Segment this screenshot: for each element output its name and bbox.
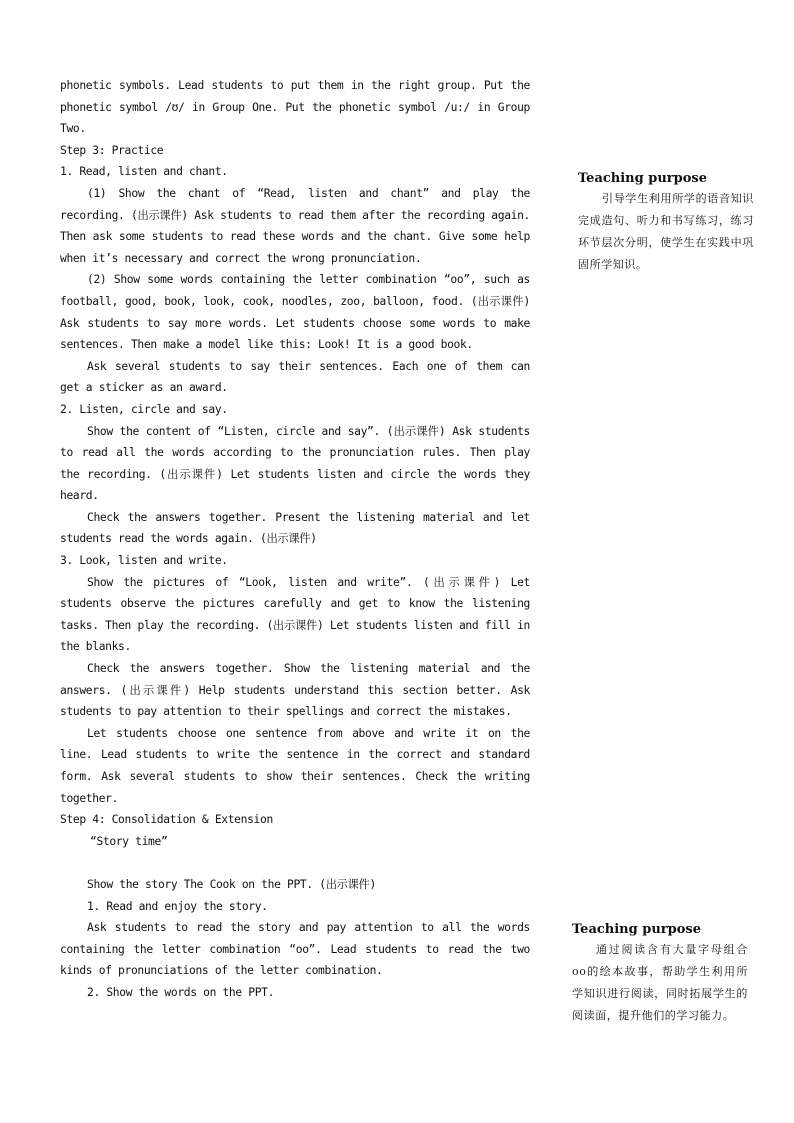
lesson-body [60, 75, 530, 1004]
paragraph: Show the pictures of “Look, listen and write”. (出示课件) Let students observe the pictures carefully and get to know the listening tasks. Then play the recording. (出示课件) Let students listen and fill in the blanks. [60, 575, 530, 654]
activity-heading: 3. Look, listen and write. [60, 554, 228, 568]
paragraph: (2) Show some words containing the letter combination “oo”, such as football, good, book, look, cook, noodles, zoo, balloon, food. (出示课件) Ask students to say more words. Let students choose some words to make sentences. Then make a model like this: Look! It is a good book. [60, 273, 530, 352]
paragraph: (1) Show the chant of “Read, listen and chant” and play the recording. (出示课件) Ask students to read them after the recording again. Then ask some students to read these words and the chant. Give some help when it’s necessary and correct the wrong pronunciation. [60, 186, 530, 265]
paragraph: Ask students to read the story and pay attention to all the words containing the letter combination “oo”. Lead students to read the two kinds of pronunciations of the letter combination. [60, 921, 530, 978]
paragraph: Show the story The Cook on the PPT. (出示课件) [87, 877, 376, 891]
paragraph: Check the answers together. Present the listening material and let students read the words again. (出示课件) [60, 510, 530, 546]
paragraph: 1. Read and enjoy the story. [87, 899, 268, 913]
teaching-purpose-note-1 [578, 170, 754, 276]
paragraph: Ask several students to say their sentences. Each one of them can get a sticker as an award. [60, 359, 530, 395]
teaching-purpose-note-2 [572, 921, 748, 1027]
section-title: “Story time” [90, 834, 168, 848]
note-body: 通过阅读含有大量字母组合oo的绘本故事，帮助学生利用所学知识进行阅读，同时拓展学生的阅读面，提升他们的学习能力。 [572, 943, 748, 1022]
paragraph: Check the answers together. Show the listening material and the answers. (出示课件) Help students understand this section better. Ask students to pay attention to their spellings and correct the mistakes. [60, 662, 530, 719]
blank-line [60, 852, 530, 874]
paragraph: Show the content of “Listen, circle and say”. (出示课件) Ask students to read all the words according to the pronunciation rules. Then play the recording. (出示课件) Let students listen and circle the words they heard. [60, 424, 530, 503]
paragraph: phonetic symbols. Lead students to put them in the right group. Put the phonetic symbol /ʊ/ in Group One. Put the phonetic symbol /u:/ in Group Two. [60, 79, 530, 136]
activity-heading: 1. Read, listen and chant. [60, 165, 228, 179]
note-title: Teaching purpose [578, 171, 707, 186]
step-heading: Step 3: Practice [60, 143, 164, 157]
paragraph: Let students choose one sentence from above and write it on the line. Lead students to write the sentence in the correct and standard form. Ask several students to show their sentences. Check the writing together. [60, 726, 530, 805]
paragraph: 2. Show the words on the PPT. [87, 985, 275, 999]
step-heading: Step 4: Consolidation & Extension [60, 813, 273, 827]
note-title: Teaching purpose [572, 922, 701, 937]
note-body: 引导学生利用所学的语音知识完成造句、听力和书写练习，练习环节层次分明，使学生在实践中巩固所学知识。 [578, 192, 754, 271]
activity-heading: 2. Listen, circle and say. [60, 402, 228, 416]
